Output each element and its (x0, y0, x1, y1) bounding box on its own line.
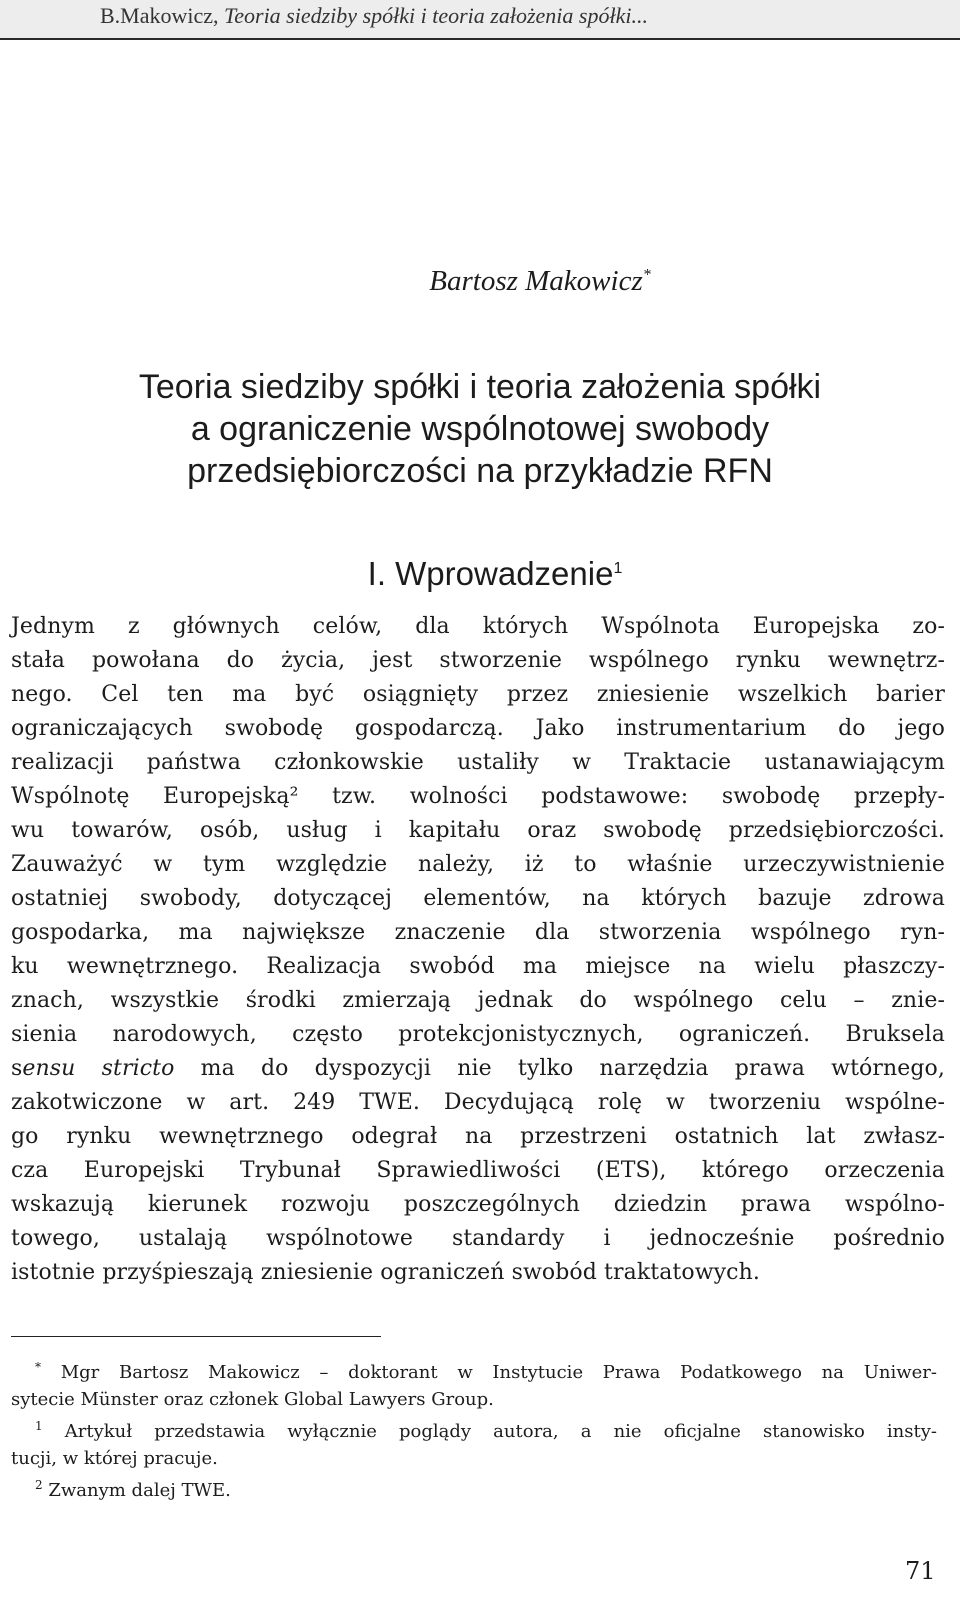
body-line: istotnie przyśpieszają zniesienie ograniczeń swobód traktatowych. (11, 1260, 760, 1285)
footnote-marker: * (35, 1360, 41, 1374)
body-paragraph (11, 610, 945, 1290)
body-line: ostatniej swobody, dotyczącej elementów, na których bazuje zdrowa (11, 886, 945, 911)
body-line: gospodarka, ma największe znaczenie dla stworzenia wspólnego ryn- (11, 920, 945, 945)
footnote-line (11, 1413, 937, 1445)
body-text: ma do dyspozycji nie tylko narzędzia prawa wtórnego, (200, 1056, 945, 1081)
body-line: sienia narodowych, często protekcjonistycznych, ograniczeń. Bruksela (11, 1022, 945, 1047)
body-line: Jednym z głównych celów, dla których Wspólnota Europejska zo- (11, 614, 945, 639)
body-line: ku wewnętrznego. Realizacja swobód ma miejsce na wielu płaszczy- (11, 954, 945, 979)
page-number: 71 (905, 1557, 936, 1585)
article-author (0, 265, 960, 298)
running-head-author: B.Makowicz, (100, 3, 225, 28)
body-text: s (11, 1056, 23, 1081)
body-line-with-italic (11, 1052, 945, 1086)
footnote-line (11, 1472, 937, 1504)
body-line: cza Europejski Trybunał Sprawiedliwości (ETS), którego orzeczenia (11, 1158, 945, 1183)
author-footnote-marker: * (642, 266, 651, 284)
title-line: a ograniczenie wspólnotowej swobody (190, 410, 770, 448)
footnote-line (11, 1354, 937, 1386)
footnote-text: Zwanym dalej TWE. (42, 1480, 231, 1501)
body-line: zakotwiczone w art. 249 TWE. Decydującą rolę w tworzeniu wspólne- (11, 1090, 945, 1115)
footnote-separator (11, 1336, 381, 1337)
section-heading (0, 555, 960, 593)
body-line: towego, ustalają wspólnotowe standardy i jednocześnie pośrednio (11, 1226, 945, 1251)
footnote-line: sytecie Münster oraz członek Global Lawyers Group. (11, 1389, 494, 1410)
running-head-text (100, 3, 648, 29)
body-line: Wspólnotę Europejską² tzw. wolności podstawowe: swobodę przepły- (11, 784, 945, 809)
body-line: stała powołana do życia, jest stworzenie wspólnego rynku wewnętrz- (11, 648, 945, 673)
title-line: Teoria siedziby spółki i teoria założenia spółki (138, 368, 822, 406)
body-line: realizacji państwa członkowskie ustaliły w Traktacie ustanawiającym (11, 750, 945, 775)
title-line: przedsiębiorczości na przykładzie RFN (187, 452, 773, 490)
body-line: go rynku wewnętrznego odegrał na przestrzeni ostatnich lat zwłasz- (11, 1124, 945, 1149)
italic-phrase: ensu stricto (22, 1056, 175, 1081)
footnote-text: Artykuł przedstawia wyłącznie poglądy autora, a nie oficjalne stanowisko insty- (42, 1421, 937, 1442)
footnotes (11, 1354, 937, 1504)
running-head-title: Teoria siedziby spółki i teoria założenia spółki... (224, 3, 648, 28)
section-footnote-ref: 1 (613, 560, 623, 577)
footnote-marker: 1 (35, 1419, 43, 1433)
running-head (0, 0, 960, 40)
section-heading-text: I. Wprowadzenie (367, 555, 614, 592)
body-line: Zauważyć w tym względzie należy, iż to właśnie urzeczywistnienie (11, 852, 945, 877)
body-line: wskazują kierunek rozwoju poszczególnych dziedzin prawa wspólno- (11, 1192, 945, 1217)
footnote-text: Mgr Bartosz Makowicz – doktorant w Instytucie Prawa Podatkowego na Uniwer- (41, 1362, 937, 1383)
body-line: znach, wszystkie środki zmierzają jednak do wspólnego celu – znie- (11, 988, 945, 1013)
body-line: wu towarów, osób, usług i kapitału oraz swobodę przedsiębiorczości. (11, 818, 945, 843)
body-line: nego. Cel ten ma być osiągnięty przez zniesienie wszelkich barier (11, 682, 945, 707)
body-line: ograniczających swobodę gospodarczą. Jako instrumentarium do jego (11, 716, 945, 741)
footnote-marker: 2 (35, 1478, 43, 1492)
footnote-line: tucji, w której pracuje. (11, 1448, 218, 1469)
author-name: Bartosz Makowicz (429, 265, 643, 297)
article-title (0, 366, 960, 492)
